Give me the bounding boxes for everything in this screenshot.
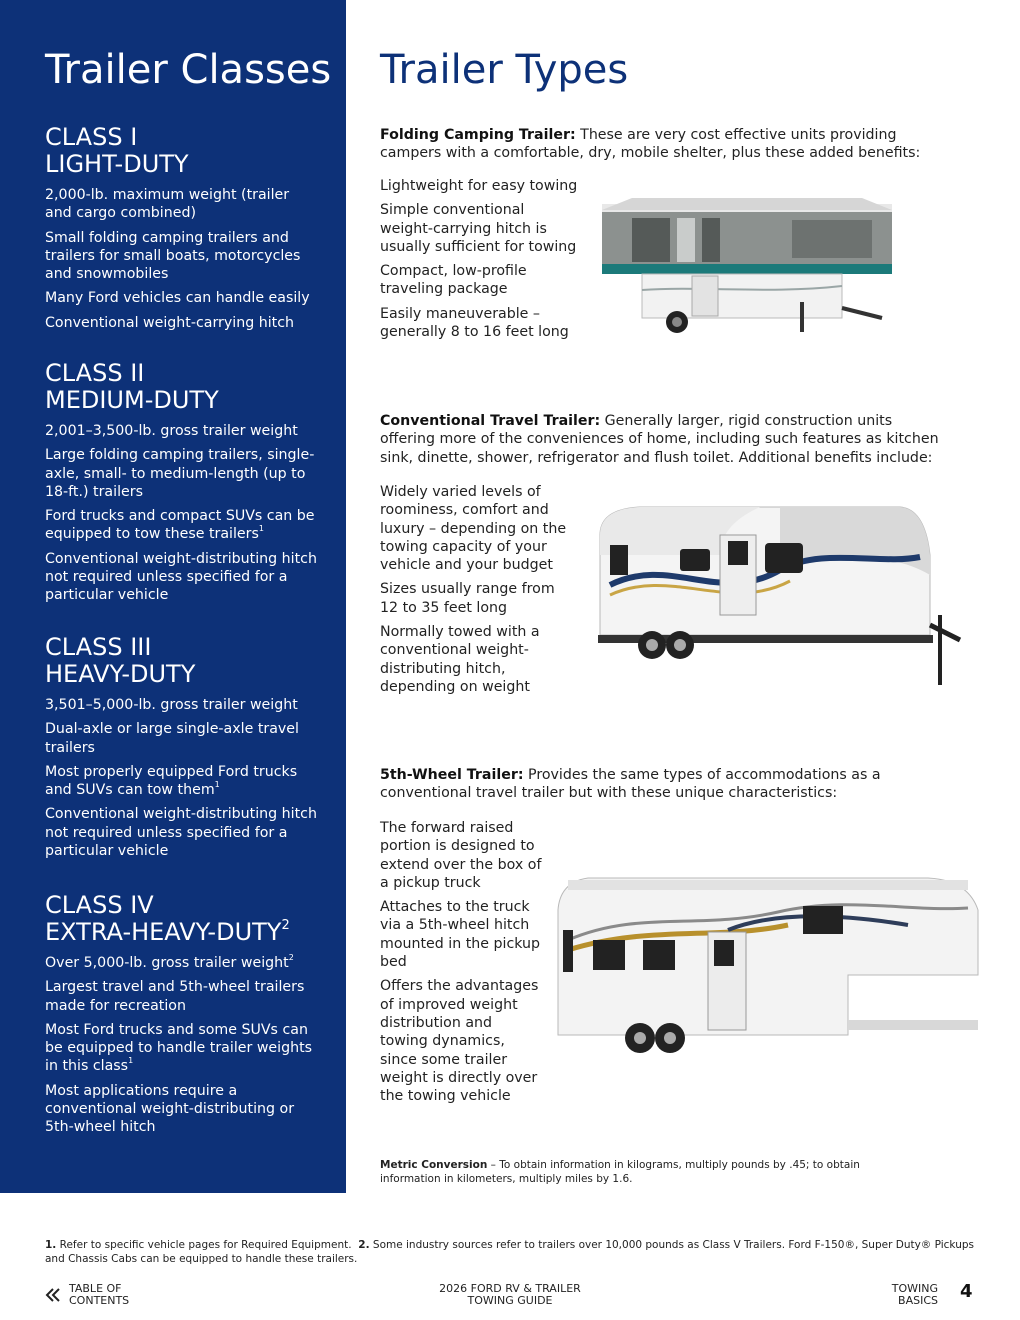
folding-trailer-list (380, 177, 580, 347)
list-item: Widely varied levels of roominess, comfort and luxury – depending on the towing capacity of your vehicle and your budget (380, 484, 567, 574)
class-3-items (45, 696, 320, 860)
class-3-heading: CLASS III HEAVY-DUTY (45, 633, 196, 688)
footnote-ref: 1 (128, 1056, 134, 1066)
list-item: Simple conventional weight-carrying hitch is usually sufficient for towing (380, 202, 577, 255)
table-of-contents-link[interactable] (45, 1283, 129, 1307)
list-item: Offers the advantages of improved weight distribution and towing dynamics, since some trailer weight is directly over the towing vehicle (380, 978, 539, 1105)
class-2-block (45, 360, 320, 611)
list-item: Sizes usually range from 12 to 35 feet long (380, 581, 555, 616)
trailer-types-title: Trailer Types (380, 47, 629, 93)
list-item: 2,000-lb. maximum weight (trailer and cargo combined) (45, 187, 290, 222)
footnote-ref: 2 (281, 918, 290, 933)
metric-conversion-note: Metric Conversion – To obtain information in kilograms, multiply pounds by .45; to obtain information in kilometers, multiply miles by 1.6. (380, 1159, 860, 1185)
list-item: Attaches to the truck via a 5th-wheel hitch mounted in the pickup bed (380, 899, 541, 971)
class-1-heading: CLASS I LIGHT-DUTY (45, 123, 189, 178)
double-chevron-left-icon (45, 1287, 61, 1303)
list-item: 3,501–5,000-lb. gross trailer weight (45, 697, 298, 713)
travel-trailer-intro: Conventional Travel Trailer: Generally larger, rigid construction units offering more of the conveniences of home, including such features as kitchen sink, dinette, shower, refrigerator and flush toilet. Additional benefits include: (380, 413, 939, 466)
guide-title: 2026 FORD RV & TRAILER TOWING GUIDE (439, 1282, 581, 1307)
list-item: Most properly equipped Ford trucks and SUVs can tow them$^1$ (45, 763, 298, 799)
travel-trailer-list (380, 483, 570, 702)
class-2-items (45, 422, 320, 605)
list-item: 2,001–3,500-lb. gross trailer weight (45, 423, 298, 439)
footnotes: 1. Refer to specific vehicle pages for Required Equipment. 2. Some industry sources refer to trailers over 10,000 pounds as Class V Trailers. Ford F-150®, Super Duty® Pickups and Chassis Cabs can be equipped to handle these trailers. (45, 1239, 974, 1265)
list-item: Normally towed with a conventional weight-distributing hitch, depending on weight (380, 624, 540, 695)
fifth-wheel-list (380, 819, 542, 1111)
list-item: Most Ford trucks and some SUVs can be equipped to handle trailer weights in this class$^1$ (45, 1021, 313, 1075)
list-item: Conventional weight-carrying hitch (45, 314, 295, 331)
list-item: Largest travel and 5th-wheel trailers made for recreation (45, 979, 305, 1014)
list-item: Dual-axle or large single-axle travel trailers (45, 721, 299, 756)
list-item: Many Ford vehicles can handle easily (45, 290, 310, 307)
list-item: Most applications require a conventional weight-distributing or 5th-wheel hitch (45, 1082, 295, 1136)
class-3-block (45, 634, 320, 866)
list-item: Lightweight for easy towing (380, 178, 578, 194)
list-item: Over 5,000-lb. gross trailer weight$^2$ (45, 953, 294, 971)
class-4-items (45, 954, 320, 1137)
conventional-travel-trailer-image (580, 495, 965, 690)
list-item: Small folding camping trailers and trailers for small boats, motorcycles and snowmobiles (45, 229, 301, 283)
trailer-classes-title: Trailer Classes (45, 47, 332, 93)
footnote-ref: 2 (288, 953, 294, 962)
list-item: Conventional weight-distributing hitch not required unless specified for a particular vehicle (45, 550, 317, 604)
folding-camping-trailer-image (592, 190, 902, 350)
section-label: TOWING BASICS (891, 1282, 938, 1307)
list-item: Large folding camping trailers, single-axle, small- to medium-length (up to 18-ft.) trailers (45, 447, 315, 500)
page-number: 4 (960, 1281, 973, 1302)
list-item: Conventional weight-distributing hitch not required unless specified for a particular vehicle (45, 806, 317, 860)
list-item: Easily maneuverable – generally 8 to 16 feet long (380, 305, 569, 341)
class-2-heading: CLASS II MEDIUM-DUTY (45, 359, 219, 414)
fifth-wheel-trailer-image (548, 870, 983, 1070)
fifth-wheel-intro: 5th-Wheel Trailer: Provides the same types of accommodations as a conventional travel trailer but with these unique characteristics: (380, 767, 881, 802)
class-4-block (45, 892, 320, 1143)
folding-trailer-intro: Folding Camping Trailer: These are very cost effective units providing campers with a comfortable, dry, mobile shelter, plus these added benefits: (380, 127, 921, 162)
list-item: Ford trucks and compact SUVs can be equipped to tow these trailers$^1$ (45, 508, 315, 543)
class-1-block (45, 124, 320, 338)
toc-label: TABLE OF CONTENTS (69, 1282, 130, 1307)
class-4-heading: CLASS IV EXTRA-HEAVY-DUTY$^2$ (45, 891, 290, 946)
class-1-items (45, 186, 320, 332)
list-item: Compact, low-profile traveling package (380, 263, 527, 298)
footnote-ref: 1 (214, 780, 220, 790)
list-item: The forward raised portion is designed to extend over the box of a pickup truck (380, 820, 542, 891)
footnote-ref: 1 (258, 524, 264, 534)
